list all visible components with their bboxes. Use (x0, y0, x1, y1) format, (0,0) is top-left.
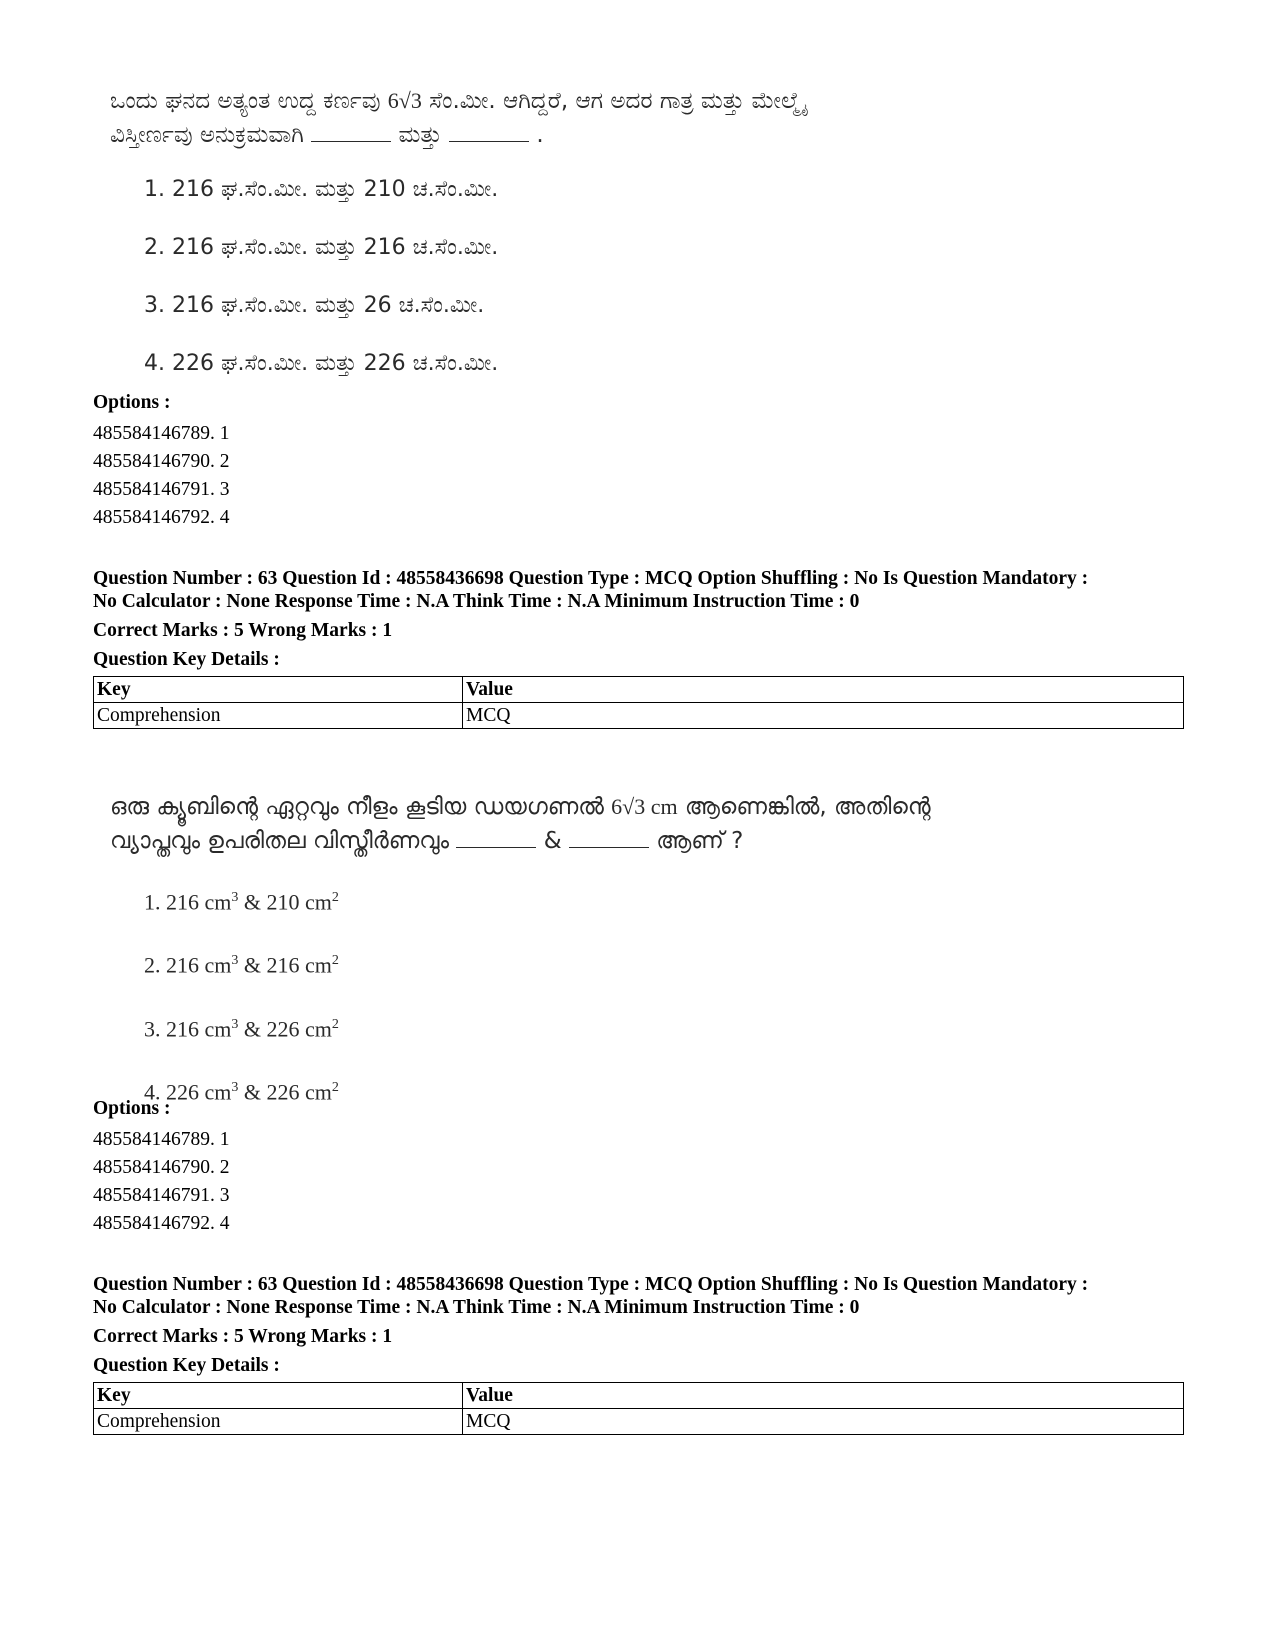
key-details-label: Question Key Details : (93, 1355, 280, 1376)
choice-item: 1. 216 ಘ.ಸೆಂ.ಮೀ. ಮತ್ತು 210 ಚ.ಸೆಂ.ಮೀ. (144, 177, 499, 202)
stem-text: ಮತ್ತು (398, 122, 442, 148)
choice-item: 3. 216 ಘ.ಸೆಂ.ಮೀ. ಮತ್ತು 26 ಚ.ಸೆಂ.ಮೀ. (144, 293, 485, 318)
key-details-table (93, 1382, 1184, 1435)
choice-item: 3. 216 $cm^3$ & 226 $cm^2$ (144, 1015, 339, 1041)
choice-item: 1. 216 $cm^3$ & 210 $cm^2$ (144, 889, 339, 915)
choice-list (110, 884, 1110, 1106)
table-row (94, 1409, 1184, 1435)
question-stem (110, 790, 1110, 858)
table-cell: MCQ (463, 1409, 1184, 1435)
key-details-table (93, 676, 1184, 729)
question-stem (110, 84, 1110, 152)
table-header-cell: Value (463, 1383, 1184, 1409)
stem-text: ഒരു ക്യൂബിന്റെ ഏറ്റവും നീളം കൂടിയ ഡയഗണൽ (110, 794, 604, 820)
option-line: 485584146789. 1 (93, 1129, 230, 1150)
stem-text: ആണ് ? (656, 828, 744, 854)
option-line: 485584146791. 3 (93, 479, 230, 500)
stem-text: ಒಂದು ಘನದ ಅತ್ಯಂತ ಉದ್ದ ಕರ್ಣವು (110, 88, 381, 114)
stem-text: വ്യാപ്തവും ഉപരിതല വിസ്തീർണവും (110, 828, 450, 854)
marks-line: Correct Marks : 5 Wrong Marks : 1 (93, 620, 393, 641)
marks-line: Correct Marks : 5 Wrong Marks : 1 (93, 1326, 393, 1347)
stem-text: ആണെങ്കിൽ, അതിന്റെ (684, 794, 931, 820)
answer-blank (569, 827, 649, 848)
options-title: Options : (93, 392, 171, 413)
stem-text: ವಿಸ್ತೀರ್ಣವು ಅನುಕ್ರಮವಾಗಿ (110, 122, 304, 148)
question-info-line: Question Number : 63 Question Id : 48558436698 Question Type : MCQ Option Shuffling : No Is Question Mandatory : (93, 568, 1089, 589)
table-row (94, 703, 1184, 729)
answer-blank (311, 121, 391, 142)
table-cell: Comprehension (94, 1409, 463, 1435)
question-info-line: No Calculator : None Response Time : N.A Think Time : N.A Minimum Instruction Time : 0 (93, 1297, 860, 1318)
stem-text: ಸೆಂ.ಮೀ. ಆಗಿದ್ದರೆ, ಆಗ ಅದರ ಗಾತ್ರ ಮತ್ತು ಮೇಲ್ಮೈ (429, 88, 804, 114)
table-header-cell: Key (94, 677, 463, 703)
choice-item: 4. 226 $cm^3$ & 226 $cm^2$ (144, 1079, 339, 1105)
stem-text: & (543, 828, 562, 854)
choice-item: 4. 226 ಘ.ಸೆಂ.ಮೀ. ಮತ್ತು 226 ಚ.ಸೆಂ.ಮೀ. (144, 351, 499, 376)
table-cell: MCQ (463, 703, 1184, 729)
option-line: 485584146792. 4 (93, 1213, 230, 1234)
question-meta (93, 567, 1183, 729)
answer-blank (456, 827, 536, 848)
question-info-line: No Calculator : None Response Time : N.A Think Time : N.A Minimum Instruction Time : 0 (93, 591, 860, 612)
table-header-cell: Value (463, 677, 1184, 703)
choice-item: 2. 216 $cm^3$ & 216 $cm^2$ (144, 952, 339, 978)
question-meta (93, 1273, 1183, 1435)
table-header-cell: Key (94, 1383, 463, 1409)
key-details-label: Question Key Details : (93, 649, 280, 670)
kannada-question-image (110, 84, 1110, 408)
option-line: 485584146790. 2 (93, 451, 230, 472)
diagonal-value: 6√3 (387, 88, 422, 113)
choice-list (110, 176, 1110, 378)
options-title: Options : (93, 1098, 171, 1119)
table-header-row (94, 677, 1184, 703)
option-line: 485584146792. 4 (93, 507, 230, 528)
option-line: 485584146790. 2 (93, 1157, 230, 1178)
question-info-line: Question Number : 63 Question Id : 48558436698 Question Type : MCQ Option Shuffling : No Is Question Mandatory : (93, 1274, 1089, 1295)
table-header-row (94, 1383, 1184, 1409)
diagonal-value: 6√3 cm (611, 794, 678, 819)
options-block (93, 392, 1183, 532)
option-line: 485584146791. 3 (93, 1185, 230, 1206)
choice-item: 2. 216 ಘ.ಸೆಂ.ಮೀ. ಮತ್ತು 216 ಚ.ಸೆಂ.ಮೀ. (144, 235, 499, 260)
stem-text: . (536, 122, 544, 148)
malayalam-question-image (110, 790, 1110, 1137)
options-block (93, 1098, 1183, 1238)
answer-blank (449, 121, 529, 142)
option-line: 485584146789. 1 (93, 423, 230, 444)
table-cell: Comprehension (94, 703, 463, 729)
